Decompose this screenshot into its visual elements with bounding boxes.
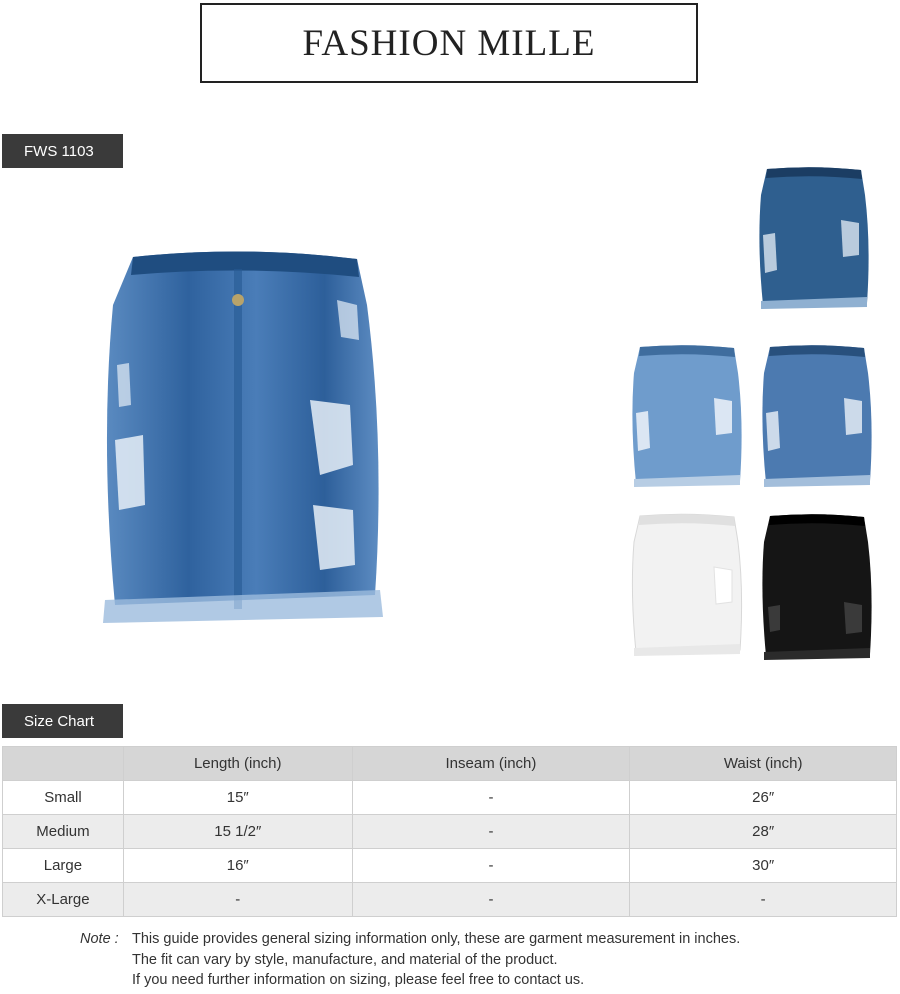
table-cell: -	[352, 849, 630, 883]
variant-thumb-dark-denim[interactable]	[755, 165, 873, 310]
table-cell: -	[630, 883, 897, 917]
variant-thumb-light-denim[interactable]	[628, 343, 746, 488]
table-row	[3, 781, 897, 815]
size-chart-tag	[2, 704, 123, 738]
product-sku: FWS 1103	[24, 142, 94, 160]
product-sku-tag	[2, 134, 123, 168]
table-cell: 16″	[123, 849, 352, 883]
main-product-image	[95, 245, 390, 625]
note-line: If you need further information on sizing, please feel free to contact us.	[132, 972, 585, 988]
table-cell: Large	[3, 849, 124, 883]
table-header-cell: Length (inch)	[123, 747, 352, 781]
table-header-row	[3, 747, 897, 781]
size-chart-table	[2, 746, 897, 917]
table-row	[3, 815, 897, 849]
table-header-cell: Inseam (inch)	[352, 747, 630, 781]
table-cell: -	[123, 883, 352, 917]
table-header-cell	[3, 747, 124, 781]
table-cell: 15 1/2″	[123, 815, 352, 849]
sizing-note	[80, 929, 740, 991]
table-cell: -	[352, 815, 630, 849]
table-cell: -	[352, 883, 630, 917]
table-cell: Small	[3, 781, 124, 815]
note-label: Note :	[80, 931, 119, 947]
size-chart-title: Size Chart	[24, 712, 95, 730]
table-cell: 30″	[630, 849, 897, 883]
table-row	[3, 849, 897, 883]
table-cell: 15″	[123, 781, 352, 815]
table-header-cell: Waist (inch)	[630, 747, 897, 781]
table-row	[3, 883, 897, 917]
variant-thumb-white[interactable]	[628, 512, 746, 657]
brand-logo-box	[200, 3, 698, 83]
note-line: This guide provides general sizing information only, these are garment measurement in inches.	[132, 931, 741, 947]
table-cell: Medium	[3, 815, 124, 849]
table-cell: 28″	[630, 815, 897, 849]
variant-thumb-black[interactable]	[758, 512, 876, 662]
brand-name: FASHION MILLE	[302, 22, 596, 64]
table-cell: -	[352, 781, 630, 815]
note-line: The fit can vary by style, manufacture, and material of the product.	[132, 951, 558, 968]
variant-thumb-medium-denim[interactable]	[758, 343, 876, 488]
table-cell: X-Large	[3, 883, 124, 917]
table-cell: 26″	[630, 781, 897, 815]
